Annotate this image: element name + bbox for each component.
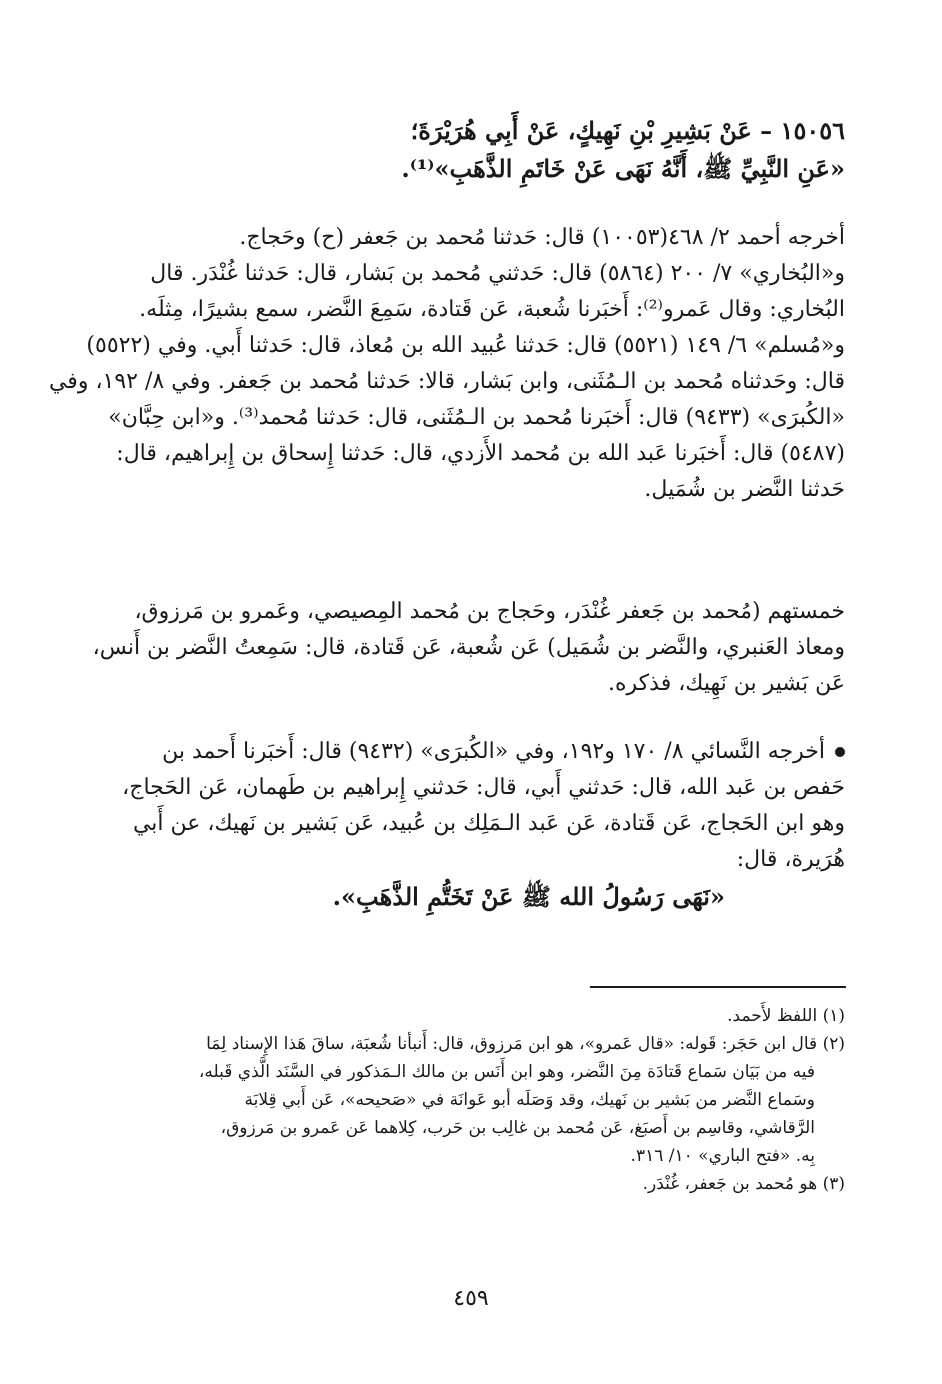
summary-paragraph — [92, 594, 845, 702]
footnotes-block — [105, 1002, 845, 1198]
takhrij-1-line: «الكُبرَى» (٩٤٣٣) قال: أَخبَرنا مُحمد بن الـمُثَنى، قال: حَدثنا مُحمد⁽³⁾. و«ابن حِبَّان» — [108, 405, 845, 430]
footnote-3: (٣) هو مُحمد بن جَعفر، غُنْدَر. — [642, 1174, 845, 1194]
footnote-divider — [590, 986, 846, 988]
footnote-1: (١) اللفظ لأَحمد. — [727, 1006, 845, 1026]
bullet-icon — [835, 747, 845, 757]
takhrij-1-line: قال: وحَدثناه مُحمد بن الـمُثَنى، وابن بَشار، قالا: حَدثنا مُحمد بن جَعفر. وفي ٨/ ١٩٢، وفي — [48, 369, 845, 394]
footnote-2-line: وسَماع النَّضر من بَشير بن نَهيك، وقد وَصَلَه أبو عَوانَة في «صَحيحه»، عَن أَبي قِلابَة — [244, 1090, 815, 1110]
takhrij-1-line: و«البُخاري» ٧/ ٢٠٠ (٥٨٦٤) قال: حَدثني مُحمد بن بَشار، قال: حَدثنا غُنْدَر. قال — [150, 261, 845, 286]
footnote-2-line: (٢) قال ابن حَجَر: قَوله: «قال عَمرو»، هو ابن مَرزوق، قال: أَنبأنا شُعبَة، ساقَ هَذا الإِسناد لِمَا — [206, 1034, 845, 1054]
takhrij-2-line — [105, 734, 845, 770]
takhrij-2-line: وهو ابن الحَجاج، عَن قَتادة، عَن عَبد الـمَلِك بن عُبيد، عَن بَشير بن نَهيك، عن أَبي — [132, 811, 845, 836]
hadith-number-line: ١٥٠٥٦ – عَنْ بَشِيرِ بْنِ نَهِيكٍ، عَنْ أَبِي هُرَيْرَةَ؛ — [410, 116, 845, 145]
takhrij-1-line: و«مُسلم» ٦/ ١٤٩ (٥٥٢١) قال: حَدثنا عُبيد الله بن مُعاذ، قال: حَدثنا أَبي. وفي (٥٥٢٢) — [86, 333, 845, 358]
takhrij-1-line: أخرجه أحمد ٢/ ٤٦٨(١٠٠٥٣) قال: حَدثنا مُحمد بن جَعفر (ح) وحَجاج. — [239, 225, 845, 250]
footnote-2-line: بِه. «فتح الباري» ١٠/ ٣١٦. — [630, 1146, 815, 1166]
takhrij-2-line: هُرَيرة، قال: — [736, 847, 845, 872]
summary-line: خمستهم (مُحمد بن جَعفر غُنْدَر، وحَجاج بن مُحمد المِصيصي، وعَمرو بن مَرزوق، — [134, 599, 845, 624]
takhrij-2-quote: «نَهَى رَسُولُ الله ﷺ عَنْ تَخَتُّمِ الذَّهَبِ». — [332, 882, 725, 911]
takhrij-2-line: حَفص بن عَبد الله، قال: حَدثني أَبي، قال: حَدثني إِبراهيم بن طَهمان، عَن الحَجاج، — [122, 775, 845, 800]
takhrij-1-line: (٥٤٨٧) قال: أَخبَرنا عَبد الله بن مُحمد الأَزدي، قال: حَدثنا إِسحاق بن إِبراهيم، قال: — [116, 441, 845, 466]
takhrij-1-line: البُخاري: وقال عَمرو⁽²⁾: أَخبَرنا شُعبة، عَن قَتادة، سَمِعَ النَّضر، سمع بشيرًا، مِثلَه. — [139, 297, 845, 322]
takhrij-1-line: حَدثنا النَّضر بن شُمَيل. — [644, 477, 845, 502]
takhrij-paragraph-1 — [48, 220, 845, 508]
takhrij-paragraph-2 — [105, 734, 845, 916]
footnote-2-line: الرَّقاشي، وقاسِم بن أَصبَغ، عَن مُحمد بن غالِب بن حَرب، كِلاهما عَن عَمرو بن مَرزوق، — [220, 1118, 815, 1138]
summary-line: ومعاذ العَنبري، والنَّضر بن شُمَيل) عَن شُعبة، عَن قَتادة، قال: سَمِعتُ النَّضر بن أَنس، — [92, 635, 845, 660]
hadith-block — [105, 112, 845, 188]
summary-line: عَن بَشير بن نَهِيك، فذكره. — [608, 671, 845, 696]
hadith-text-line: «عَنِ النَّبِيِّ ﷺ، أَنَّهُ نَهَى عَنْ خَاتَمِ الذَّهَبِ»⁽¹⁾. — [401, 154, 845, 183]
page-number: ٤٥٩ — [453, 1286, 489, 1311]
takhrij-2-first-text: أخرجه النَّسائي ٨/ ١٧٠ و١٩٢، وفي «الكُبرَى» (٩٤٣٢) قال: أَخبَرنا أَحمد بن — [162, 739, 825, 764]
footnote-2-line: فيه من بَيَان سَماع قَتادَة مِنَ النَّضر، وهو ابن أَنَس بن مالك الـمَذكور في السَّنَد الَّذي قَبله، — [198, 1062, 815, 1082]
